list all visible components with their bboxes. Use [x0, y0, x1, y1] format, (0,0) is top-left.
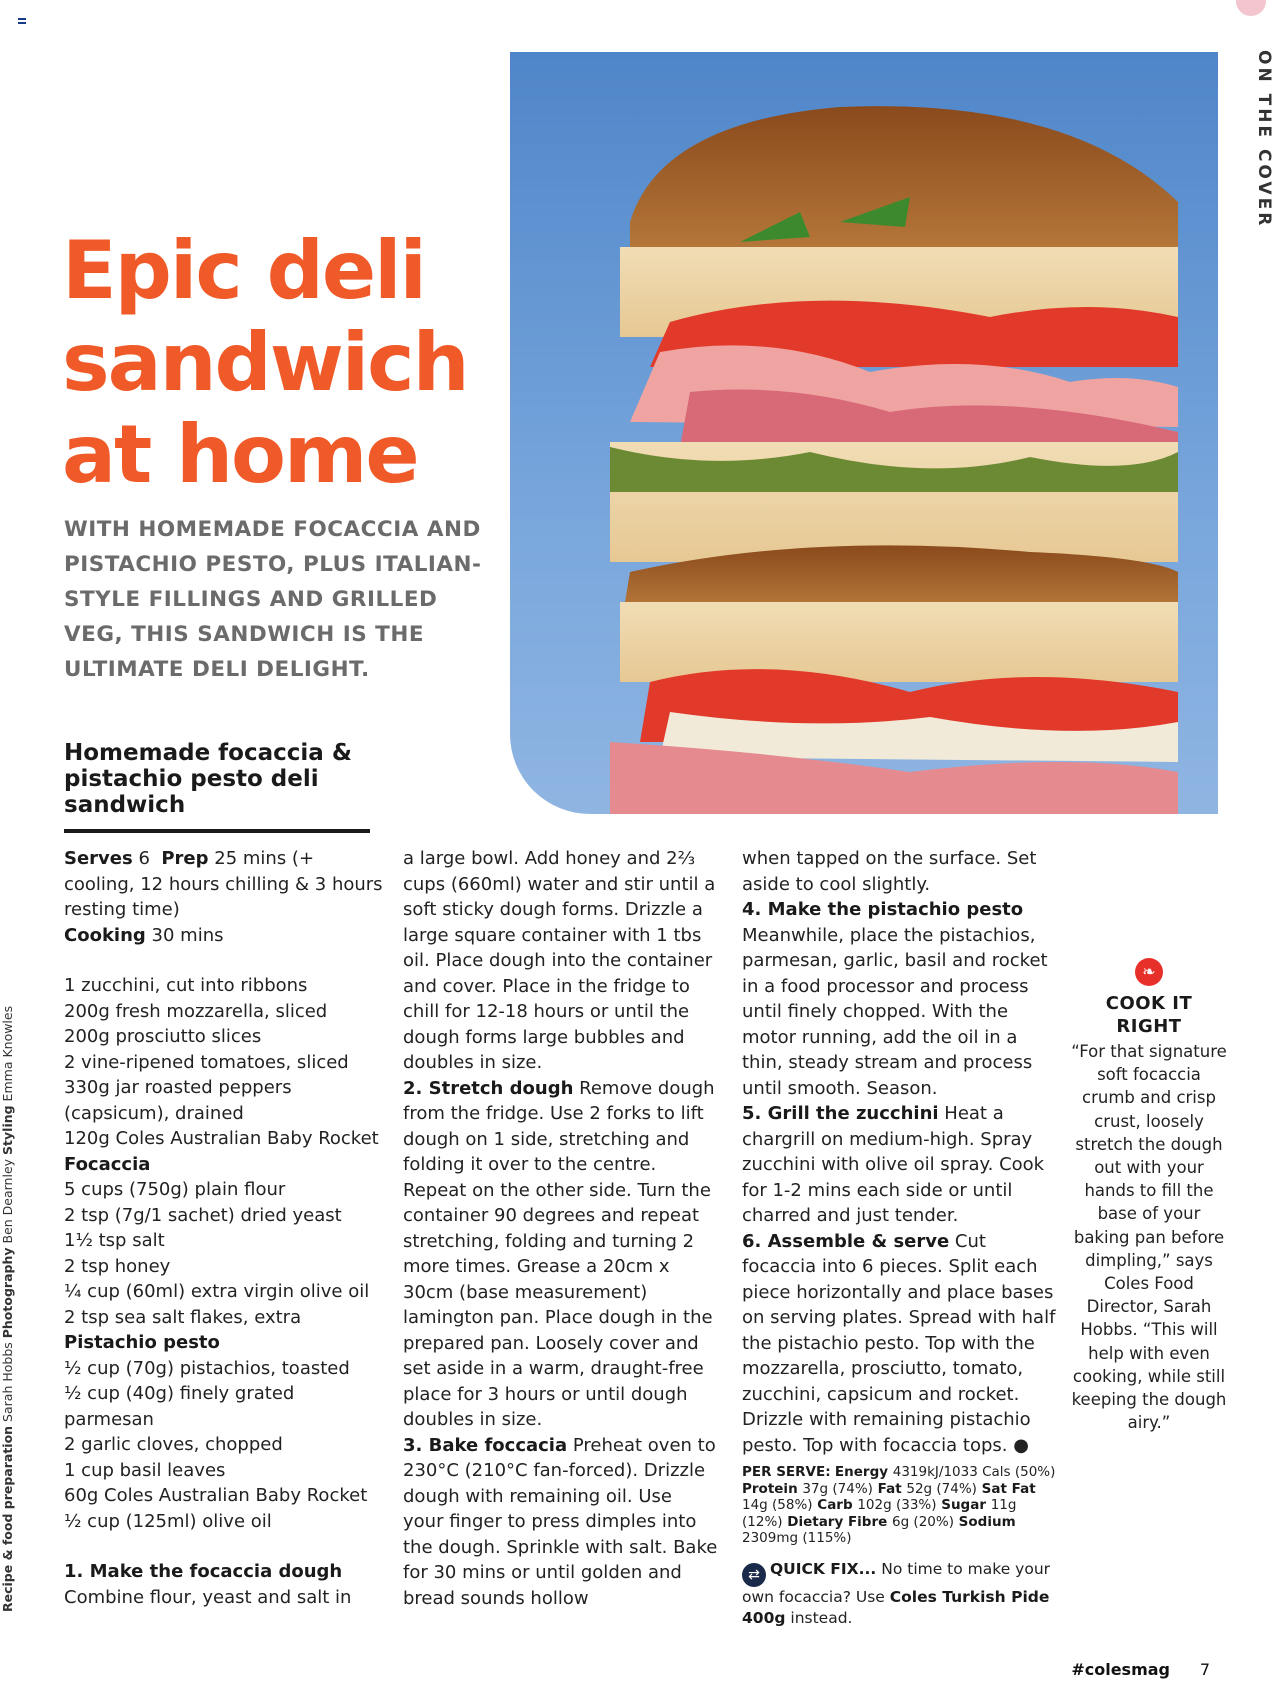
ingredient-item: 1 cup basil leaves [64, 1459, 226, 1481]
quick-fix-product: Coles Turkish Pide 400g [742, 1587, 1050, 1627]
nutrition-value: 4319kJ/1033 Cals (50%) [892, 1464, 1056, 1480]
nutrition-value: 14g (58%) [742, 1497, 813, 1513]
step-text: Remove dough from the fridge. Use 2 forks to lift dough on 1 side, stretching and folding it over to the centre. Repeat on the other side. Turn the container 90 degrees and repeat stretching, folding and turning 2 more times. Grease a 20cm x 30cm (base measurement) lamington pan. Place dough in the prepared pan. Loosely cover and set aside in a warm, draught-free place for 3 hours or until dough doubles in size. [403, 1077, 715, 1430]
nutrition-name: Dietary Fibre [782, 1513, 892, 1530]
step-text-continued: when tapped on the surface. Set aside to cool slightly. [742, 848, 1037, 895]
step-text: Cut focaccia into 6 pieces. Split each piece horizontally and place bases on serving plates. Spread with half the pistachio pesto. Top with the mozzarella, prosciutto, tomato, zucchini, capsicum and rocket. Drizzle with remaining pistachio pesto. Top with focaccia tops. ● [742, 1230, 1056, 1456]
nutrition-label: PER SERVE: [742, 1464, 831, 1480]
quick-fix-text: No time to make your own focaccia? Use [742, 1559, 1051, 1606]
ingredient-item: ½ cup (125ml) olive oil [64, 1510, 272, 1532]
page-title: Epic deli sandwich at home [62, 224, 468, 501]
corner-dot [1236, 0, 1266, 16]
focaccia-heading: Focaccia [64, 1153, 151, 1175]
quick-fix-label: QUICK FIX... [770, 1559, 877, 1578]
ingredient-item: 200g prosciutto slices [64, 1026, 262, 1047]
corner-mark [18, 18, 26, 24]
ingredient-item: 330g jar roasted peppers (capsicum), drained [64, 1077, 292, 1124]
nutrition-value: 2309mg (115%) [742, 1530, 852, 1546]
nutrition-value: 6g (20%) [891, 1513, 954, 1530]
cook-it-right-text: “For that signature soft focaccia crumb and crisp crust, loosely stretch the dough out with your hands to fill the base of your baking pan before dimpling,” says Coles Food Director, Sarah Hobbs. “This will help with even cooking, while still keeping the dough airy.” [1071, 1042, 1227, 1433]
ingredient-item: 2 garlic cloves, chopped [64, 1434, 283, 1455]
leaf-icon: ❧ [1135, 958, 1163, 986]
nutrition-value: 37g (74%) [802, 1480, 873, 1497]
ingredient-item: 200g fresh mozzarella, sliced [64, 1000, 328, 1022]
ingredient-item: 1½ tsp salt [64, 1230, 165, 1251]
method-column-2 [742, 846, 1057, 1629]
step-text: Meanwhile, place the pistachios, parmesan, garlic, basil and rocket in a food processor and process until finely chopped. With the motor running, add the oil in a thin, steady stream and process until smooth. Season. [742, 924, 1048, 1099]
nutrition-name: Sugar [936, 1497, 991, 1513]
quick-fix [742, 1559, 1057, 1629]
step-title: 1. Make the focaccia dough [64, 1561, 343, 1582]
credit-role: Recipe & food preparation [0, 1425, 15, 1612]
cooking-value: 30 mins [151, 924, 224, 946]
step-text: Preheat oven to 230°C (210°C fan-forced). Drizzle dough with remaining oil. Use your finger to press dimples into the dough. Sprinkle with salt. Bake for 30 mins or until golden and bread sounds hollow [403, 1434, 718, 1609]
step-text-continued: a large bowl. Add honey and 2⅔ cups (660ml) water and stir until a soft sticky dough forms. Drizzle a large square container with 1 tbs oil. Place dough into the container and cover. Place in the fridge to chill for 12-18 hours or until the dough forms large bubbles and doubles in size. [403, 848, 716, 1073]
credit-name: Emma Knowles [0, 1005, 15, 1102]
intro-text: WITH HOMEMADE FOCACCIA AND PISTACHIO PESTO, PLUS ITALIAN-STYLE FILLINGS AND GRILLED VEG, THIS SANDWICH IS THE ULTIMATE DELI DELIGHT. [64, 517, 482, 682]
ingredient-item: ½ cup (70g) pistachios, toasted [64, 1357, 350, 1379]
nutrition-name: Energy [834, 1464, 893, 1480]
step-title: 5. Grill the zucchini [742, 1103, 939, 1124]
credit-name: Ben Dearnley [0, 1158, 15, 1244]
ingredient-item: 2 tsp sea salt flakes, extra [64, 1306, 302, 1328]
ingredient-item: 2 vine-ripened tomatoes, sliced [64, 1051, 349, 1073]
ingredient-item: 1 zucchini, cut into ribbons [64, 975, 308, 996]
step-title: 6. Assemble & serve [742, 1230, 950, 1252]
nutrition-value: 52g (74%) [906, 1480, 977, 1497]
ingredient-item: 60g Coles Australian Baby Rocket [64, 1485, 368, 1506]
photo-credits [0, 972, 16, 1612]
ingredient-item: 5 cups (750g) plain flour [64, 1179, 286, 1200]
ingredient-item: 2 tsp honey [64, 1255, 171, 1277]
nutrition-value: 11g (12%) [742, 1497, 1017, 1530]
sandwich-illustration [510, 52, 1218, 814]
nutrition-name: Sodium [953, 1513, 1016, 1530]
step-title: 3. Bake foccacia [403, 1434, 568, 1456]
ingredients-column [64, 846, 384, 1610]
page-number: 7 [1199, 1660, 1210, 1679]
nutrition-name: Fat [872, 1480, 907, 1497]
ingredient-item: 120g Coles Australian Baby Rocket [64, 1128, 379, 1149]
nutrition-info [742, 1464, 1057, 1547]
prep-value: 25 mins (+ cooling, 12 hours chilling & 3 hours resting time) [64, 848, 383, 920]
ingredient-item: ½ cup (40g) finely grated parmesan [64, 1383, 295, 1430]
credit-name: Sarah Hobbs [0, 1342, 15, 1422]
credit-role: Styling [0, 1105, 15, 1155]
step-title: 4. Make the pistachio pesto [742, 899, 1024, 920]
cooking-label: Cooking [64, 924, 146, 946]
cook-it-right-box [1070, 958, 1228, 1434]
section-tag: ON THE COVER [1254, 50, 1274, 229]
ingredient-item: 2 tsp (7g/1 sachet) dried yeast [64, 1204, 342, 1226]
nutrition-name: Sat Fat [976, 1480, 1036, 1497]
pesto-heading: Pistachio pesto [64, 1332, 220, 1353]
nutrition-name: Protein [742, 1480, 803, 1497]
quick-fix-text-after: instead. [790, 1608, 853, 1627]
serves-value: 6 [138, 848, 150, 869]
ingredient-item: ¼ cup (60ml) extra virgin olive oil [64, 1281, 370, 1302]
cook-it-right-title: COOK IT RIGHT [1105, 993, 1193, 1037]
nutrition-value: 102g (33%) [857, 1497, 937, 1513]
method-column [403, 846, 718, 1611]
prep-label: Prep [161, 848, 209, 869]
quick-fix-icon: ⇄ [742, 1563, 766, 1587]
serves-label: Serves [64, 848, 133, 869]
title-rule [64, 829, 370, 833]
credit-role: Photography [0, 1247, 15, 1339]
step-title: 2. Stretch dough [403, 1077, 574, 1099]
recipe-title: Homemade focaccia & pistachio pesto deli sandwich [64, 740, 352, 818]
nutrition-name: Carb [812, 1497, 858, 1513]
sandwich-photo [510, 52, 1218, 814]
step-text: Heat a chargrill on medium-high. Spray zucchini with olive oil spray. Cook for 1-2 mins each side or until charred and just tender. [742, 1103, 1045, 1226]
step-text: Combine flour, yeast and salt in [64, 1586, 352, 1608]
footer-hashtag: #colesmag [1071, 1660, 1170, 1679]
